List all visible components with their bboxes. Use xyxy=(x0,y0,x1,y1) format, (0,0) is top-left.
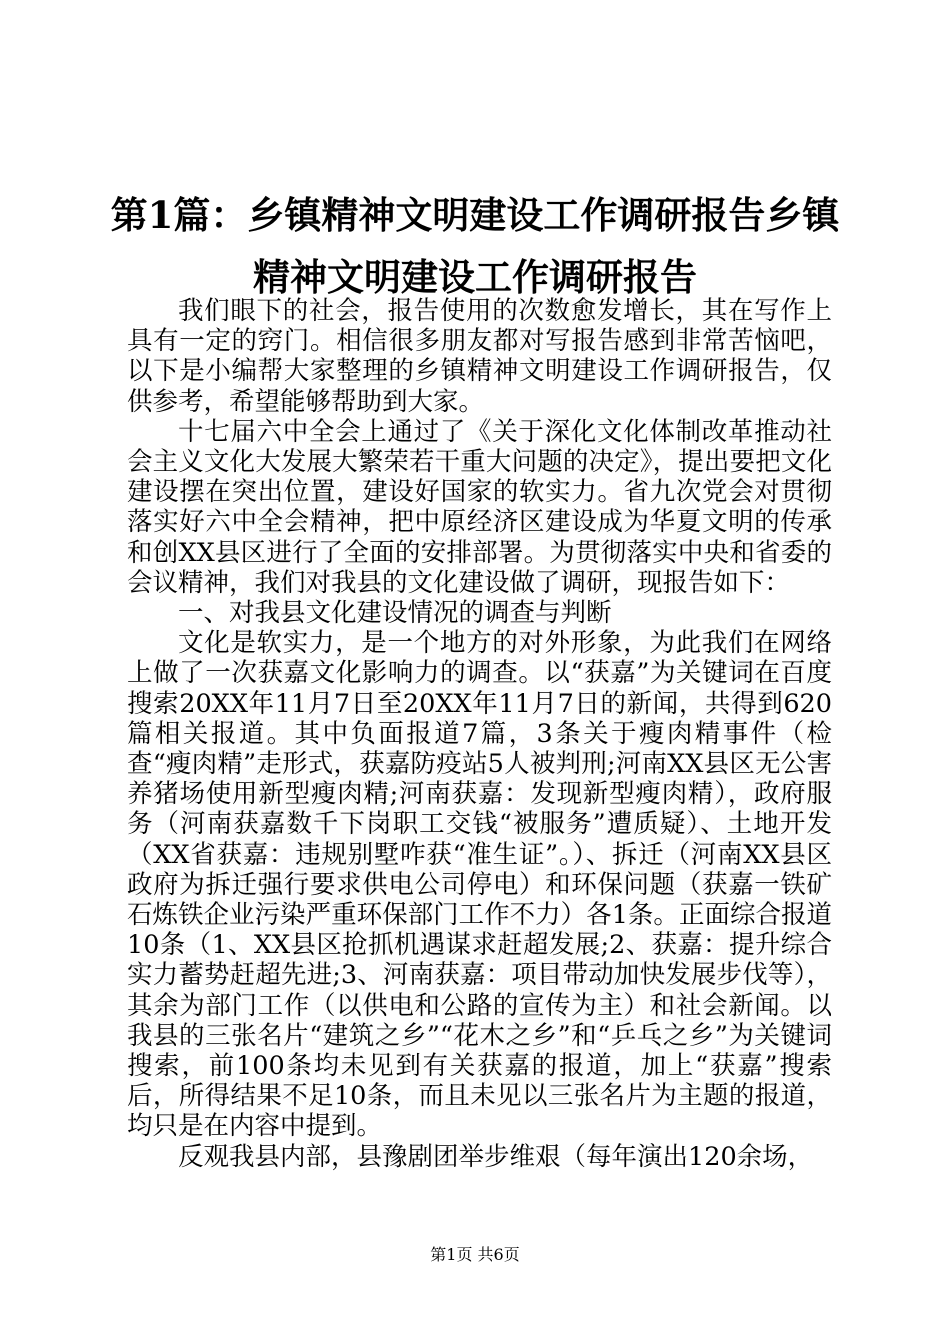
page-footer: 第1页 共6页 xyxy=(430,1245,520,1264)
document-title: 第1篇：乡镇精神文明建设工作调研报告乡镇精神文明建设工作调研报告 xyxy=(110,193,840,299)
paragraph-survey: 文化是软实力，是一个地方的对外形象，为此我们在网络上做了一次获嘉文化影响力的调查。以“获嘉”为关键词在百度搜索20XX年11月7日至20XX年11月7日的新闻，共得到620篇相关报道。其中负面报道7篇，3条关于瘦肉精事件（检查“瘦肉精”走形式，获嘉防疫站5人被判刑;河南XX县区无公害养猪场使用新型瘦肉精;河南获嘉：发现新型瘦肉精），政府服务（河南获嘉数千下岗职工交钱“被服务”遭质疑）、土地开发（XX省获嘉：违规别墅咋获“准生证”。）、拆迁（河南XX县区政府为拆迁强行要求供电公司停电）和环保问题（获嘉一铁矿石炼铁企业污染严重环保部门工作不力）各1条。正面综合报道10条（1、XX县区抢抓机遇谋求赶超发展;2、获嘉：提升综合实力蓄势赶超先进;3、河南获嘉：项目带动加快发展步伐等），其余为部门工作（以供电和公路的宣传为主）和社会新闻。以我县的三张名片“建筑之乡”“花木之乡”和“乒乓之乡”为关键词搜索，前100条均未见到有关获嘉的报道，加上“获嘉”搜索后，所得结果不足10条，而且未见以三张名片为主题的报道，均只是在内容中提到。 xyxy=(127,628,832,1142)
paragraph-background: 十七届六中全会上通过了《关于深化文化体制改革推动社会主义文化大发展大繁荣若干重大问题的决定》，提出要把文化建设摆在突出位置，建设好国家的软实力。省九次党会对贯彻落实好六中全会精神，把中原经济区建设成为华夏文明的传承和创XX县区进行了全面的安排部署。为贯彻落实中央和省委的会议精神，我们对我县的文化建设做了调研，现报告如下： xyxy=(127,416,832,598)
paragraph-internal: 反观我县内部，县豫剧团举步维艰（每年演出120余场， xyxy=(178,1141,814,1172)
document-body xyxy=(127,296,832,1172)
section-heading-1: 一、对我县文化建设情况的调查与判断 xyxy=(178,598,612,629)
paragraph-intro: 我们眼下的社会，报告使用的次数愈发增长，其在写作上具有一定的窍门。相信很多朋友都对写报告感到非常苦恼吧，以下是小编帮大家整理的乡镇精神文明建设工作调研报告，仅供参考，希望能够帮助到大家。 xyxy=(127,296,832,417)
